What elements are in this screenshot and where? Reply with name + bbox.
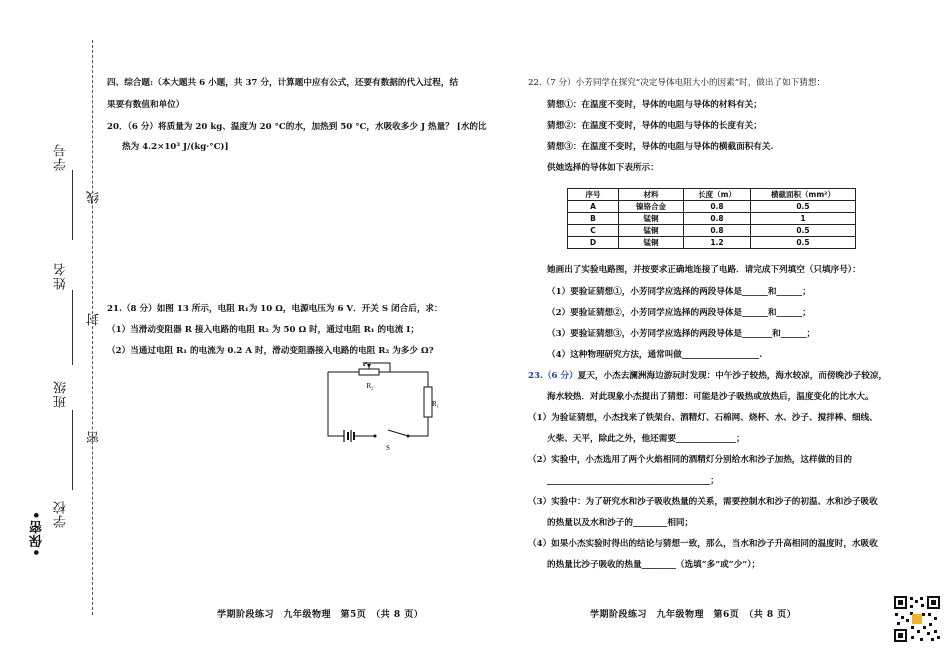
table-cell: 0.5: [751, 201, 856, 213]
margin-xuehao-label: 学号: [54, 143, 69, 171]
margin-xingming-line: [72, 290, 73, 365]
margin-mi: 密: [87, 430, 102, 444]
margin-xian: 线: [87, 190, 102, 204]
q23-part1a: （1）为验证猜想，小杰找来了铁架台、酒精灯、石棉网、烧杯、水、沙子、搅拌棒、细线、: [528, 413, 878, 423]
margin-xingming-label: 姓名: [54, 262, 69, 290]
circuit-label-s: S: [386, 444, 390, 452]
q22-guess1: 猜想①：在温度不变时，导体的电阻与导体的材料有关；: [547, 100, 762, 110]
table-row: [568, 237, 856, 249]
table-cell: 0.8: [684, 225, 751, 237]
col-header: 材料: [619, 189, 684, 201]
table-cell: 锰铜: [619, 213, 684, 225]
table-cell: B: [568, 213, 619, 225]
table-row: [568, 213, 856, 225]
conductor-table: [567, 188, 856, 249]
q22-after-table: 她画出了实验电路图，并按要求正确地连接了电路．请完成下列填空（只填序号）：: [547, 265, 861, 275]
q22-guess2: 猜想②：在温度不变时，导体的电阻与导体的长度有关；: [547, 121, 762, 131]
margin-banji-label: 班级: [54, 380, 69, 408]
q22-supply: 供她选择的导体如下表所示：: [547, 163, 659, 173]
col-header: 横截面积（mm²）: [751, 189, 856, 201]
table-cell: 0.8: [684, 201, 751, 213]
margin-banji-line: [72, 410, 73, 490]
q23-part1b: 火柴、天平，除此之外，他还需要______________；: [547, 434, 745, 444]
table-cell: 1: [751, 213, 856, 225]
q23-part2a: （2）实验中，小杰选用了两个火焰相同的酒精灯分别给水和沙子加热，这样做的目的: [528, 455, 852, 465]
section-title-cont: 果要有数值和单位）: [107, 100, 185, 110]
table-cell: 1.2: [684, 237, 751, 249]
q21-line2: （1）当滑动变阻器 R 接入电路的电阻 R₂ 为 50 Ω 时，通过电阻 R₁ 的电流 I；: [107, 325, 419, 335]
table-cell: 锰铜: [619, 225, 684, 237]
footer-right: 学期阶段练习 九年级物理 第6页 （共 8 页）: [590, 610, 797, 620]
table-cell: 0.8: [684, 213, 751, 225]
table-cell: D: [568, 237, 619, 249]
q23-part2b: ______________________________________；: [547, 476, 719, 486]
q22-part2: （2）要验证猜想②，小芳同学应选择的两段导体是______和______；: [547, 308, 811, 318]
q22-part4: （4）这种物理研究方法，通常叫做__________________.: [547, 350, 763, 360]
fold-line: [92, 40, 93, 615]
table-row: [568, 201, 856, 213]
table-cell: 镍铬合金: [619, 201, 684, 213]
q22-line1: 22.（7 分）小芳同学在探究“决定导体电阻大小的因素”时，做出了如下猜想：: [528, 78, 826, 88]
q23-part3b: 的热量以及水和沙子的________相同；: [547, 518, 694, 528]
q23-line2: 海水较热．对此现象小杰提出了猜想：可能是沙子吸热或放热后，温度变化的比水大。: [547, 392, 874, 402]
circuit-label-r1: R₁: [432, 400, 440, 408]
table-header-row: [568, 189, 856, 201]
margin-xuexiao-label: 学校: [54, 500, 69, 528]
table-row: [568, 225, 856, 237]
footer-left: 学期阶段练习 九年级物理 第5页 （共 8 页）: [217, 610, 424, 620]
circuit-diagram: [320, 362, 440, 452]
table-cell: C: [568, 225, 619, 237]
q20-line1: 20．（6 分）将质量为 20 kg、温度为 20 °C的水，加热到 50 °C，水吸收多少 J 热量？ [水的比: [107, 122, 487, 132]
q20-line2: 热为 4.2×10³ J/(kg·°C)]: [122, 142, 229, 152]
q23-part3a: （3）实验中：为了研究水和沙子吸收热量的关系，需要控制水和沙子的初温、水和沙子吸收: [528, 497, 878, 507]
q23-number: 23.（6 分）: [528, 371, 578, 381]
circuit-label-p: P: [362, 362, 367, 368]
margin-baomi: •保密•: [30, 510, 45, 557]
table-cell: 0.5: [751, 225, 856, 237]
section-title: 四、综合题:（本大题共 6 小题，共 37 分，计算题中应有公式，还要有数据的代入过程，结: [107, 78, 459, 88]
table-cell: A: [568, 201, 619, 213]
q23-line1-text: 夏天，小杰去澜洲海边游玩时发现：中午沙子较热，海水较凉，而傍晚沙子较凉，: [577, 371, 888, 381]
circuit-label-r2: R₂: [366, 382, 374, 390]
q22-part1: （1）要验证猜想①，小芳同学应选择的两段导体是______和______；: [547, 287, 811, 297]
col-header: 序号: [568, 189, 619, 201]
table-cell: 锰铜: [619, 237, 684, 249]
col-header: 长度（m）: [684, 189, 751, 201]
q21-line3: （2）当通过电阻 R₁ 的电流为 0.2 A 时，滑动变阻器接入电路的电阻 R₂ 为多少 Ω?: [107, 346, 434, 356]
q23-part4b: 的热量比沙子吸收的热量________（选填“多”或“少”）；: [547, 560, 761, 570]
q22-guess3: 猜想③：在温度不变时，导体的电阻与导体的横截面积有关.: [547, 142, 774, 152]
qr-code-icon: [893, 595, 941, 643]
q23-line1: [528, 371, 887, 382]
margin-xuehao-line: [72, 170, 73, 240]
q21-line1: 21.（8 分）如图 13 所示，电阻 R₁为 10 Ω，电源电压为 6 V．开关 S 闭合后，求：: [107, 304, 443, 314]
table-cell: 0.5: [751, 237, 856, 249]
q22-part3: （3）要验证猜想③，小芳同学应选择的两段导体是_______和______；: [547, 329, 816, 339]
q23-part4a: （4）如果小杰实验时得出的结论与猜想一致，那么，当水和沙子升高相同的温度时，水吸收: [528, 539, 878, 549]
margin-feng: 封: [87, 312, 102, 326]
